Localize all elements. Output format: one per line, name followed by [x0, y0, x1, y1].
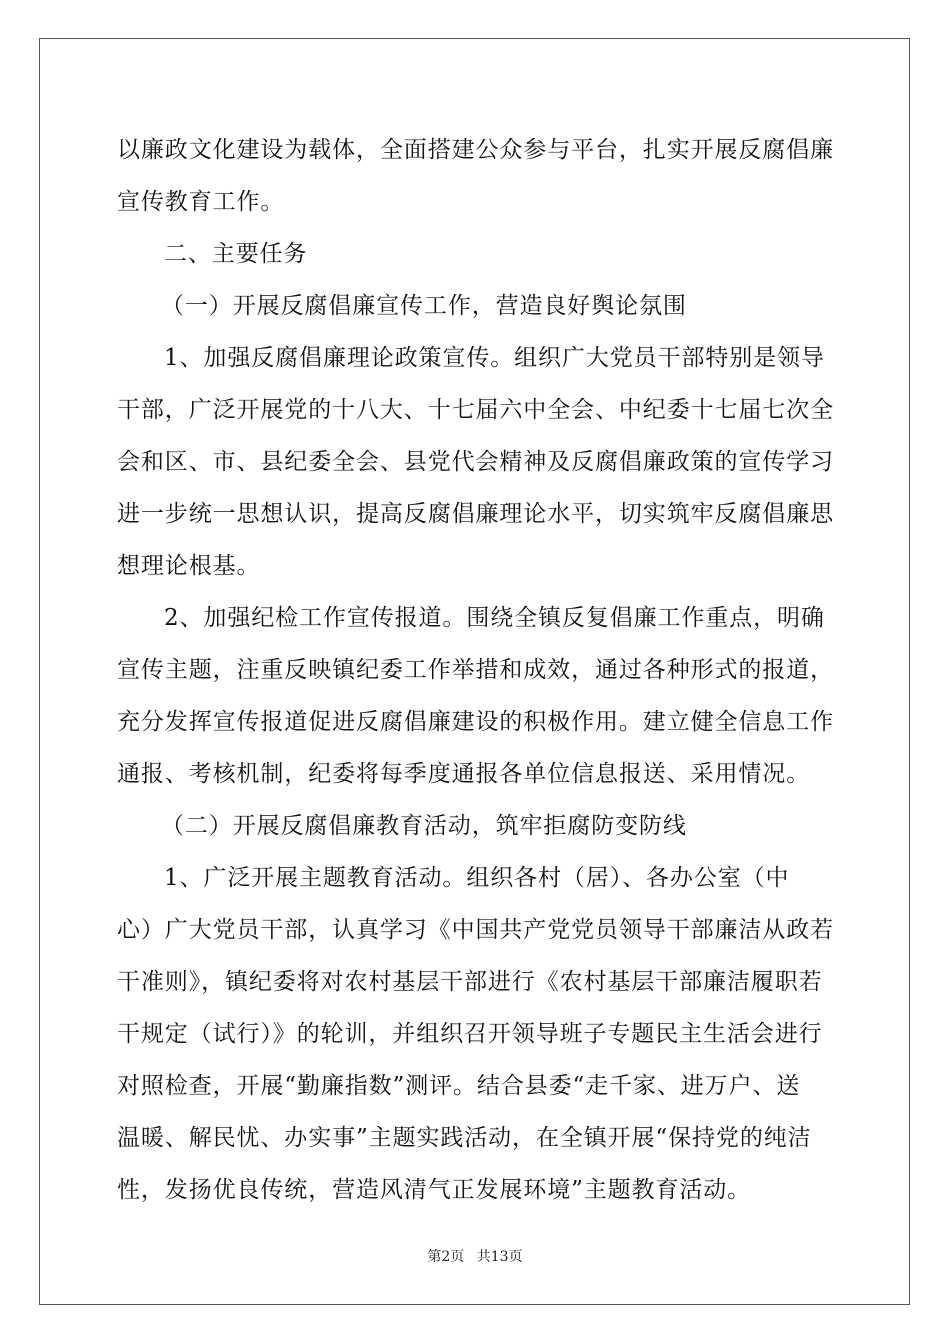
- paragraph-line: 1、广泛开展主题教育活动。组织各村（居）、各办公室（中: [164, 865, 790, 891]
- paragraph-line: 会和区、市、县纪委全会、县党代会精神及反腐倡廉政策的宣传学习: [117, 449, 834, 475]
- subsection-heading: （二）开展反腐倡廉教育活动，筑牢拒腐防变防线: [161, 813, 687, 839]
- paragraph-line: 宣传教育工作。: [117, 189, 285, 215]
- page-footer: [0, 1246, 950, 1266]
- paragraph-line: 充分发挥宣传报道促进反腐倡廉建设的积极作用。建立健全信息工作: [117, 709, 834, 735]
- paragraph-line: 宣传主题，注重反映镇纪委工作举措和成效，通过各种形式的报道，: [117, 657, 834, 683]
- paragraph-line: 性，发扬优良传统，营造风清气正发展环境”主题教育活动。: [117, 1177, 752, 1203]
- paragraph-line: 对照检查，开展“勤廉指数”测评。结合县委“走千家、进万户、送: [117, 1073, 801, 1099]
- paragraph-line: 温暖、解民忧、办实事”主题实践活动，在全镇开展“保持党的纯洁: [117, 1125, 812, 1151]
- total-pages: 共13页: [476, 1249, 523, 1265]
- paragraph-line: 心）广大党员干部，认真学习《中国共产党党员领导干部廉洁从政若: [117, 917, 834, 943]
- paragraph-line: 干规定（试行）》的轮训，并组织召开领导班子专题民主生活会进行: [117, 1021, 823, 1047]
- page-number: 第2页: [427, 1249, 465, 1265]
- paragraph-line: 通报、考核机制，纪委将每季度通报各单位信息报送、采用情况。: [117, 761, 811, 787]
- document-body: [117, 124, 837, 1216]
- paragraph-line: 以廉政文化建设为载体，全面搭建公众参与平台，扎实开展反腐倡廉: [117, 137, 834, 163]
- section-heading: 二、主要任务: [164, 241, 308, 267]
- paragraph-line: 干部，广泛开展党的十八大、十七届六中全会、中纪委十七届七次全: [117, 397, 834, 423]
- paragraph-line: 想理论根基。: [117, 553, 261, 579]
- paragraph-line: 进一步统一思想认识，提高反腐倡廉理论水平，切实筑牢反腐倡廉思: [117, 501, 834, 527]
- paragraph-line: 干准则》，镇纪委将对农村基层干部进行《农村基层干部廉洁履职若: [117, 969, 823, 995]
- paragraph-line: 1、加强反腐倡廉理论政策宣传。组织广大党员干部特别是领导: [164, 345, 825, 371]
- paragraph-line: 2、加强纪检工作宣传报道。围绕全镇反复倡廉工作重点，明确: [164, 605, 825, 631]
- subsection-heading: （一）开展反腐倡廉宣传工作，营造良好舆论氛围: [161, 293, 687, 319]
